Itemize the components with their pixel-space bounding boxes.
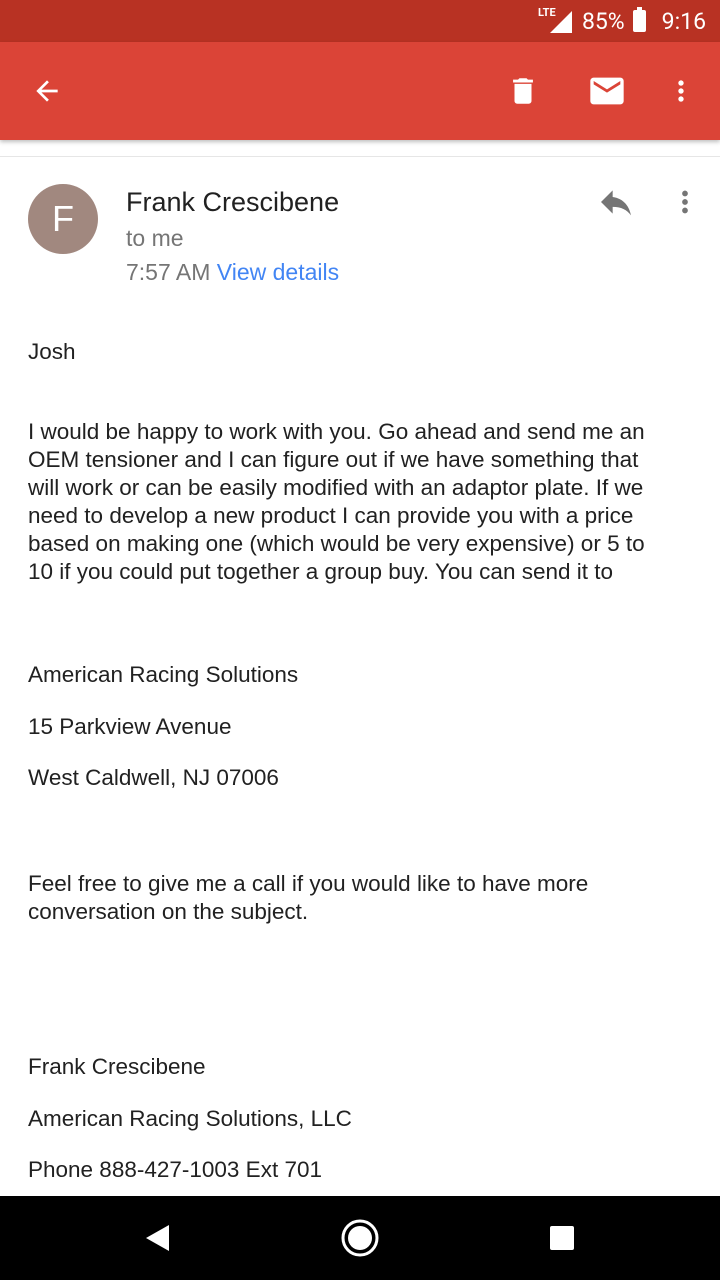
message-paragraph [28, 418, 698, 586]
status-bar [0, 0, 720, 42]
mark-unread-button[interactable] [580, 64, 634, 118]
recipient-label: to me [126, 225, 184, 251]
message-time: 7:57 AM [126, 259, 211, 285]
lte-signal-icon [538, 7, 574, 35]
nav-recents-button[interactable] [534, 1212, 590, 1264]
square-recents-icon [548, 1224, 576, 1252]
reply-icon [594, 182, 638, 222]
paragraph-line: conversation on the subject. [28, 899, 309, 924]
arrow-back-icon [31, 75, 63, 107]
view-details-link[interactable]: View details [216, 259, 340, 285]
system-nav-bar [0, 1196, 720, 1280]
nav-home-button[interactable] [332, 1212, 388, 1264]
triangle-back-icon [143, 1223, 173, 1253]
paragraph-line: Feel free to give me a call if you would like to have more [28, 871, 589, 896]
battery-percent: 85% [581, 7, 625, 35]
status-indicators [538, 0, 706, 42]
paragraph-line: 10 if you could put together a group buy. You can send it to [28, 559, 614, 584]
paragraph-line: will work or can be easily modified with an adaptor plate. If we [28, 475, 644, 500]
trash-icon [506, 74, 540, 108]
signature-phone[interactable]: Phone 888-427-1003 Ext 701 [28, 1157, 322, 1182]
address-city: West Caldwell, NJ 07006 [28, 765, 279, 790]
circle-home-icon [339, 1217, 381, 1259]
address-street: 15 Parkview Avenue [28, 714, 232, 739]
more-options-button[interactable] [654, 64, 708, 118]
sender-name: Frank Crescibene [126, 187, 340, 217]
paragraph-line: based on making one (which would be very expensive) or 5 to [28, 531, 645, 556]
more-vert-icon [668, 182, 702, 222]
network-type-label: LTE [537, 6, 556, 19]
back-button[interactable] [20, 64, 74, 118]
nav-back-button[interactable] [130, 1212, 186, 1264]
avatar[interactable]: F [28, 184, 98, 254]
greeting: Josh [28, 339, 76, 364]
paragraph-line: I would be happy to work with you. Go ahead and send me an [28, 419, 645, 444]
reply-button[interactable] [594, 182, 638, 222]
clock: 9:16 [661, 7, 706, 35]
signature-name: Frank Crescibene [28, 1054, 206, 1079]
paragraph-line: need to develop a new product I can provide you with a price [28, 503, 634, 528]
app-bar [0, 42, 720, 140]
more-vert-icon [665, 75, 697, 107]
mail-icon [587, 71, 627, 111]
message-meta [126, 259, 339, 286]
closing-paragraph [28, 870, 698, 926]
message-more-button[interactable] [668, 182, 702, 222]
paragraph-line: OEM tensioner and I can figure out if we have something that [28, 447, 639, 472]
battery-icon [633, 10, 646, 32]
header-divider [0, 156, 720, 157]
signature-company: American Racing Solutions, LLC [28, 1106, 352, 1131]
delete-button[interactable] [496, 64, 550, 118]
address-company: American Racing Solutions [28, 662, 299, 687]
